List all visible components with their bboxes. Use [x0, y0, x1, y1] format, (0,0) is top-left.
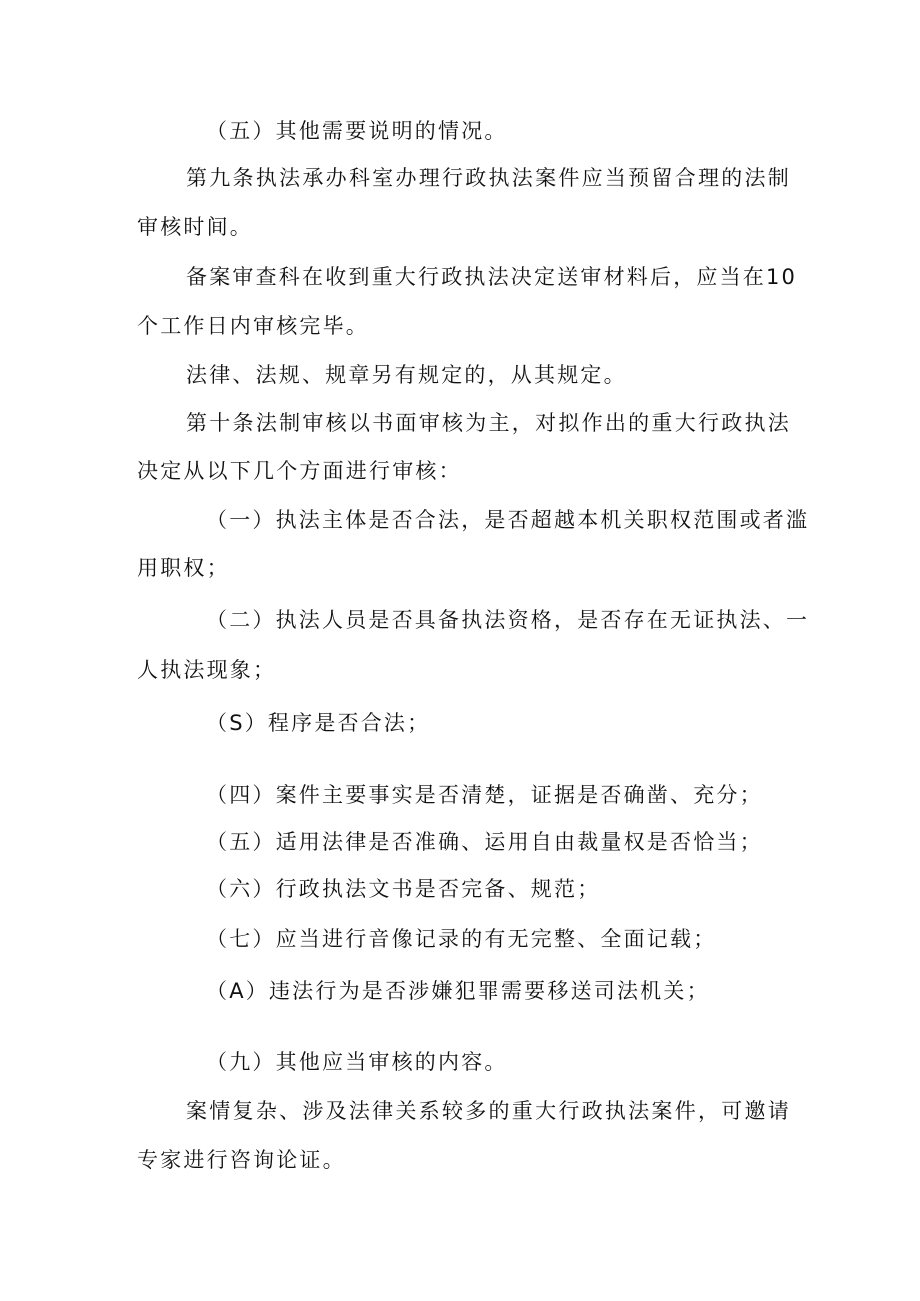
paragraph-line: 法律、法规、规章另有规定的，从其规定。 [186, 363, 627, 387]
article-10-line: 决定从以下几个方面进行审核： [137, 459, 462, 483]
list-item: （二）执法人员是否具备执法资格，是否存在无证执法、一 [206, 608, 810, 632]
article-10-line: 第十条法制审核以书面审核为主，对拟作出的重大行政执法 [186, 411, 791, 435]
paragraph-line: 备案审查科在收到重大行政执法决定送审材料后，应当在10 [186, 265, 798, 289]
list-item: （S）程序是否合法； [206, 711, 431, 735]
list-item: （九）其他应当审核的内容。 [206, 1050, 508, 1074]
article-9-line: 第九条执法承办科室办理行政执法案件应当预留合理的法制 [186, 166, 791, 190]
article-9-line: 审核时间。 [137, 215, 253, 239]
list-item: 人执法现象； [137, 658, 277, 682]
list-item: （A）违法行为是否涉嫌犯罪需要移送司法机关； [206, 979, 710, 1003]
list-item: （四）案件主要事实是否清楚，证据是否确凿、充分； [206, 783, 763, 807]
list-item: （五）适用法律是否准确、运用自由裁量权是否恰当； [206, 830, 763, 854]
list-item: 用职权； [137, 556, 230, 580]
list-item: （七）应当进行音像记录的有无完整、全面记载； [206, 927, 717, 951]
paragraph-line: 个工作日内审核完毕。 [137, 314, 369, 338]
paragraph-line: （五）其他需要说明的情况。 [206, 119, 508, 143]
list-item: （六）行政执法文书是否完备、规范； [206, 877, 601, 901]
paragraph-line: 案情复杂、涉及法律关系较多的重大行政执法案件，可邀请 [186, 1099, 791, 1123]
paragraph-line: 专家进行咨询论证。 [137, 1148, 346, 1172]
list-item: （一）执法主体是否合法，是否超越本机关职权范围或者滥 [206, 508, 810, 532]
